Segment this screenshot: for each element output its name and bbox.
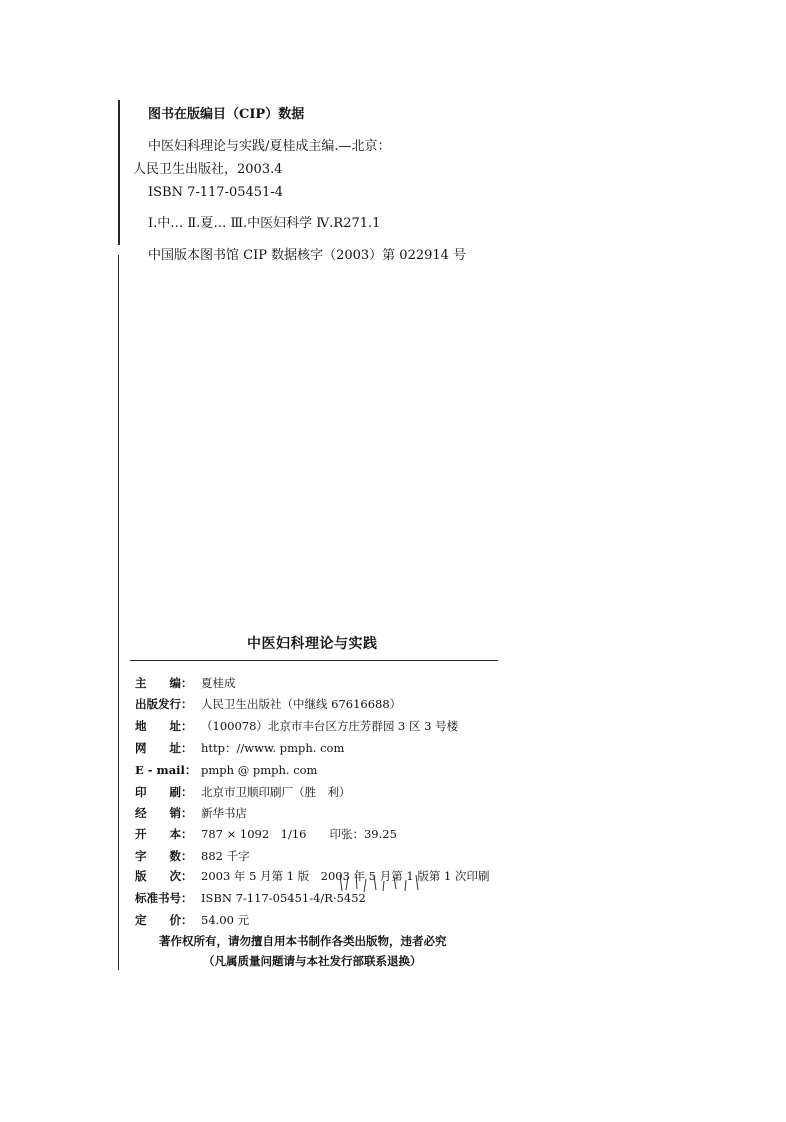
row-label: 定 价：	[135, 913, 193, 927]
row-value: 2003 年 5 月第 1 版 2003 年 5 月第 1 版第 1 次印刷	[201, 869, 490, 883]
row-value: 54.00 元	[201, 913, 250, 927]
colophon-row-email	[135, 765, 317, 777]
row-label: 开 本：	[135, 827, 193, 841]
title-divider	[130, 660, 498, 661]
book-title: 中医妇科理论与实践	[247, 636, 378, 652]
row-value: pmph @ pmph. com	[201, 763, 318, 777]
quality-notice: （凡属质量问题请与本社发行部联系退换）	[203, 954, 422, 968]
row-value: 夏桂成	[201, 676, 236, 690]
row-value: 787 × 1092 1/16 印张：39.25	[201, 827, 397, 841]
colophon-row-price	[135, 915, 249, 927]
row-label: 经 销：	[135, 806, 193, 820]
colophon-row-printer	[135, 787, 351, 799]
cip-isbn: ISBN 7-117-05451-4	[148, 185, 283, 200]
row-label: 字 数：	[135, 849, 193, 863]
colophon-row-word-count	[135, 851, 250, 863]
cip-data-number: 中国版本图书馆 CIP 数据核字（2003）第 022914 号	[148, 248, 467, 263]
row-value: 人民卫生出版社（中继线 67616688）	[201, 697, 402, 711]
colophon-row-publisher	[135, 699, 401, 711]
cip-title-line: 中医妇科理论与实践/夏桂成主编.—北京：	[148, 139, 391, 154]
cip-heading: 图书在版编目（CIP）数据	[148, 107, 305, 122]
copyright-notice: 著作权所有，请勿擅自用本书制作各类出版物，违者必究	[159, 934, 447, 948]
row-value: （100078）北京市丰台区方庄芳群园 3 区 3 号楼	[201, 719, 459, 733]
left-margin-rule-bottom	[118, 255, 119, 970]
row-value: http：//www. pmph. com	[201, 741, 345, 755]
row-label: 地 址：	[135, 719, 193, 733]
row-label: 出版发行：	[135, 697, 193, 711]
row-label: 网 址：	[135, 741, 193, 755]
colophon-row-edition	[135, 871, 489, 883]
cip-publisher-line: 人民卫生出版社，2003.4	[133, 162, 283, 177]
colophon-row-address	[135, 721, 458, 733]
row-value: 北京市卫顺印刷厂（胜 利）	[201, 785, 351, 799]
colophon-row-format	[135, 829, 397, 841]
row-label: E - mail：	[135, 763, 197, 777]
colophon-row-standard-number	[135, 893, 366, 905]
row-label: 主 编：	[135, 676, 193, 690]
row-label: 印 刷：	[135, 785, 193, 799]
colophon-row-website	[135, 743, 344, 755]
left-margin-rule-top	[118, 100, 120, 245]
cip-classification: Ⅰ.中… Ⅱ.夏… Ⅲ.中医妇科学 Ⅳ.R271.1	[148, 216, 381, 231]
row-label: 版 次：	[135, 869, 193, 883]
colophon-row-distributor	[135, 808, 247, 820]
row-value: ISBN 7-117-05451-4/R·5452	[201, 891, 366, 905]
scan-artifact-marks	[336, 871, 436, 893]
colophon-row-editor	[135, 678, 236, 690]
row-value: 882 千字	[201, 849, 250, 863]
row-label: 标准书号：	[135, 891, 193, 905]
row-value: 新华书店	[201, 806, 247, 820]
